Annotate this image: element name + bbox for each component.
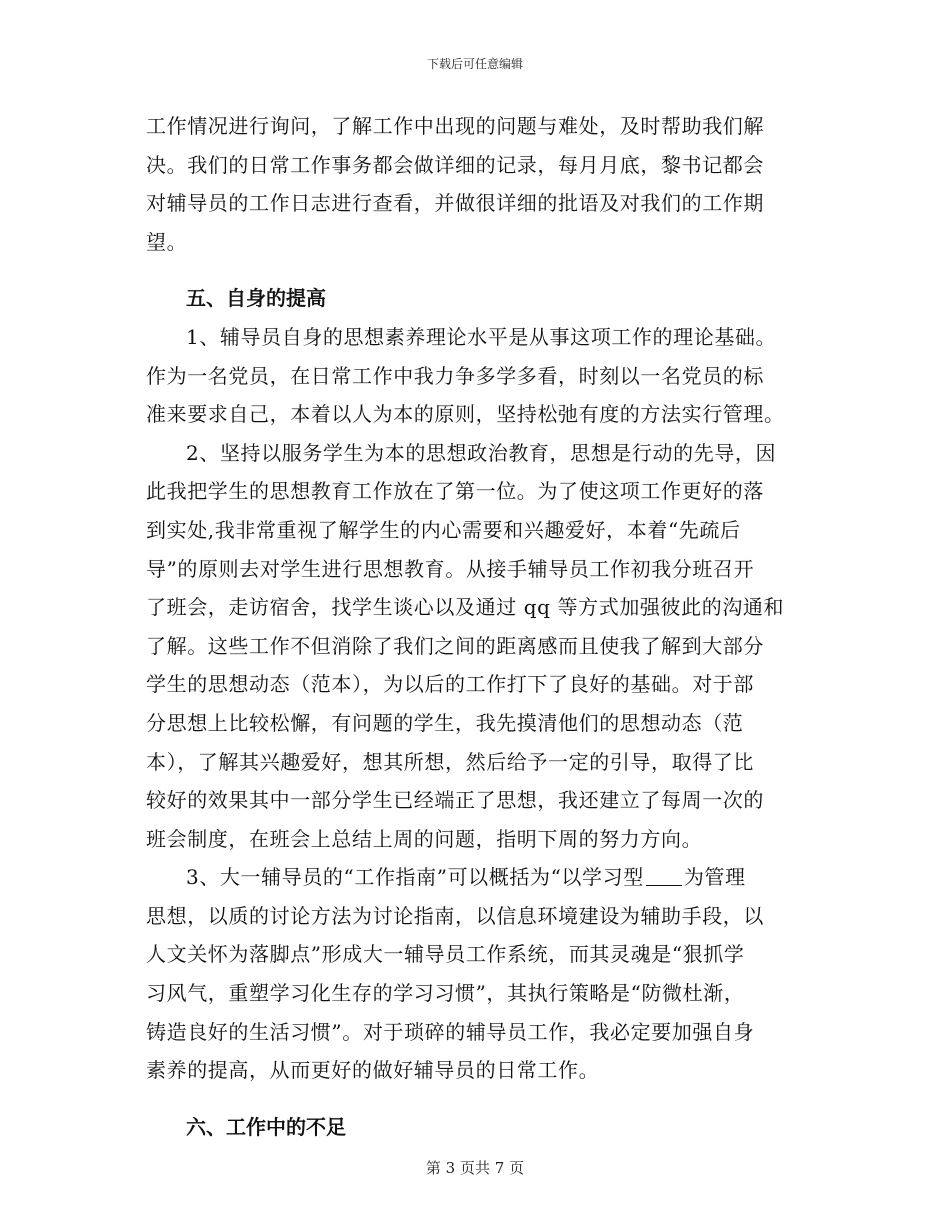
section-heading-5: 五、自身的提高 bbox=[186, 286, 326, 311]
text-line: 工作情况进行询问，了解工作中出现的问题与难处，及时帮助我们解 bbox=[146, 114, 764, 138]
text-line: 1、辅导员自身的思想素养理论水平是从事这项工作的理论基础。 bbox=[186, 324, 777, 349]
text-line: 人文关怀为落脚点”形成大一辅导员工作系统，而其灵魂是“狠抓学 bbox=[146, 942, 745, 967]
text-line: 铸造良好的生活习惯”。对于琐碎的辅导员工作，我必定要加强自身 bbox=[146, 1019, 755, 1044]
text-line: 分思想上比较松懈，有问题的学生，我先摸清他们的思想动态（范 bbox=[146, 710, 744, 735]
text-line: 导”的原则去对学生进行思想教育。从接手辅导员工作初我分班召开 bbox=[146, 556, 755, 581]
text-line: 此我把学生的思想教育工作放在了第一位。为了使这项工作更好的落 bbox=[146, 479, 764, 504]
document-body bbox=[146, 107, 808, 1146]
text-line: 本），了解其兴趣爱好，想其所想，然后给予一定的引导，取得了比 bbox=[146, 749, 754, 774]
text-line: 2、坚持以服务学生为本的思想政治教育，思想是行动的先导，因 bbox=[186, 440, 777, 465]
page-header: 下载后可任意编辑 bbox=[426, 57, 523, 71]
text-line: 思想，以质的讨论方法为讨论指南，以信息环境建设为辅助手段，以 bbox=[146, 903, 764, 928]
text-line: 习风气，重塑学习化生存的学习习惯”，其执行策略是“防微杜渐， bbox=[146, 981, 745, 1006]
text-line: 了解。这些工作不但消除了我们之间的距离感而且使我了解到大部分 bbox=[146, 633, 764, 658]
section-heading-6: 六、工作中的不足 bbox=[186, 1114, 346, 1139]
text-segment: 3、大一辅导员的“工作指南”可以概括为“以学习型 bbox=[186, 865, 644, 890]
fill-in-blank bbox=[646, 867, 682, 886]
text-line: 素养的提高，从而更好的做好辅导员的日常工作。 bbox=[146, 1058, 600, 1083]
text-line: 准来要求自己，本着以人为本的原则，坚持松弛有度的方法实行管理。 bbox=[146, 402, 785, 427]
text-line: 决。我们的日常工作事务都会做详细的记录，每月月底，黎书记都会 bbox=[146, 152, 764, 177]
text-line: 班会制度，在班会上总结上周的问题，指明下周的努力方向。 bbox=[146, 826, 703, 851]
text-line: 较好的效果其中一部分学生已经端正了思想，我还建立了每周一次的 bbox=[146, 788, 764, 813]
text-line: 对辅导员的工作日志进行查看，并做很详细的批语及对我们的工作期 bbox=[146, 191, 764, 216]
text-line: 作为一名党员，在日常工作中我力争多学多看，时刻以一名党员的标 bbox=[146, 363, 764, 388]
text-line: 学生的思想动态（范本），为以后的工作打下了良好的基础。对于部 bbox=[146, 672, 754, 697]
text-line bbox=[146, 858, 808, 897]
text-line: 望。 bbox=[146, 229, 188, 254]
text-line: 到实处,我非常重视了解学生的内心需要和兴趣爱好，本着“先疏后 bbox=[146, 517, 741, 542]
page-footer: 第 3 页共 7 页 bbox=[425, 1159, 525, 1177]
text-line: 了班会，走访宿舍，找学生谈心以及通过 qq 等方式加强彼此的沟通和 bbox=[146, 595, 785, 620]
text-segment: 为管理 bbox=[683, 865, 746, 890]
